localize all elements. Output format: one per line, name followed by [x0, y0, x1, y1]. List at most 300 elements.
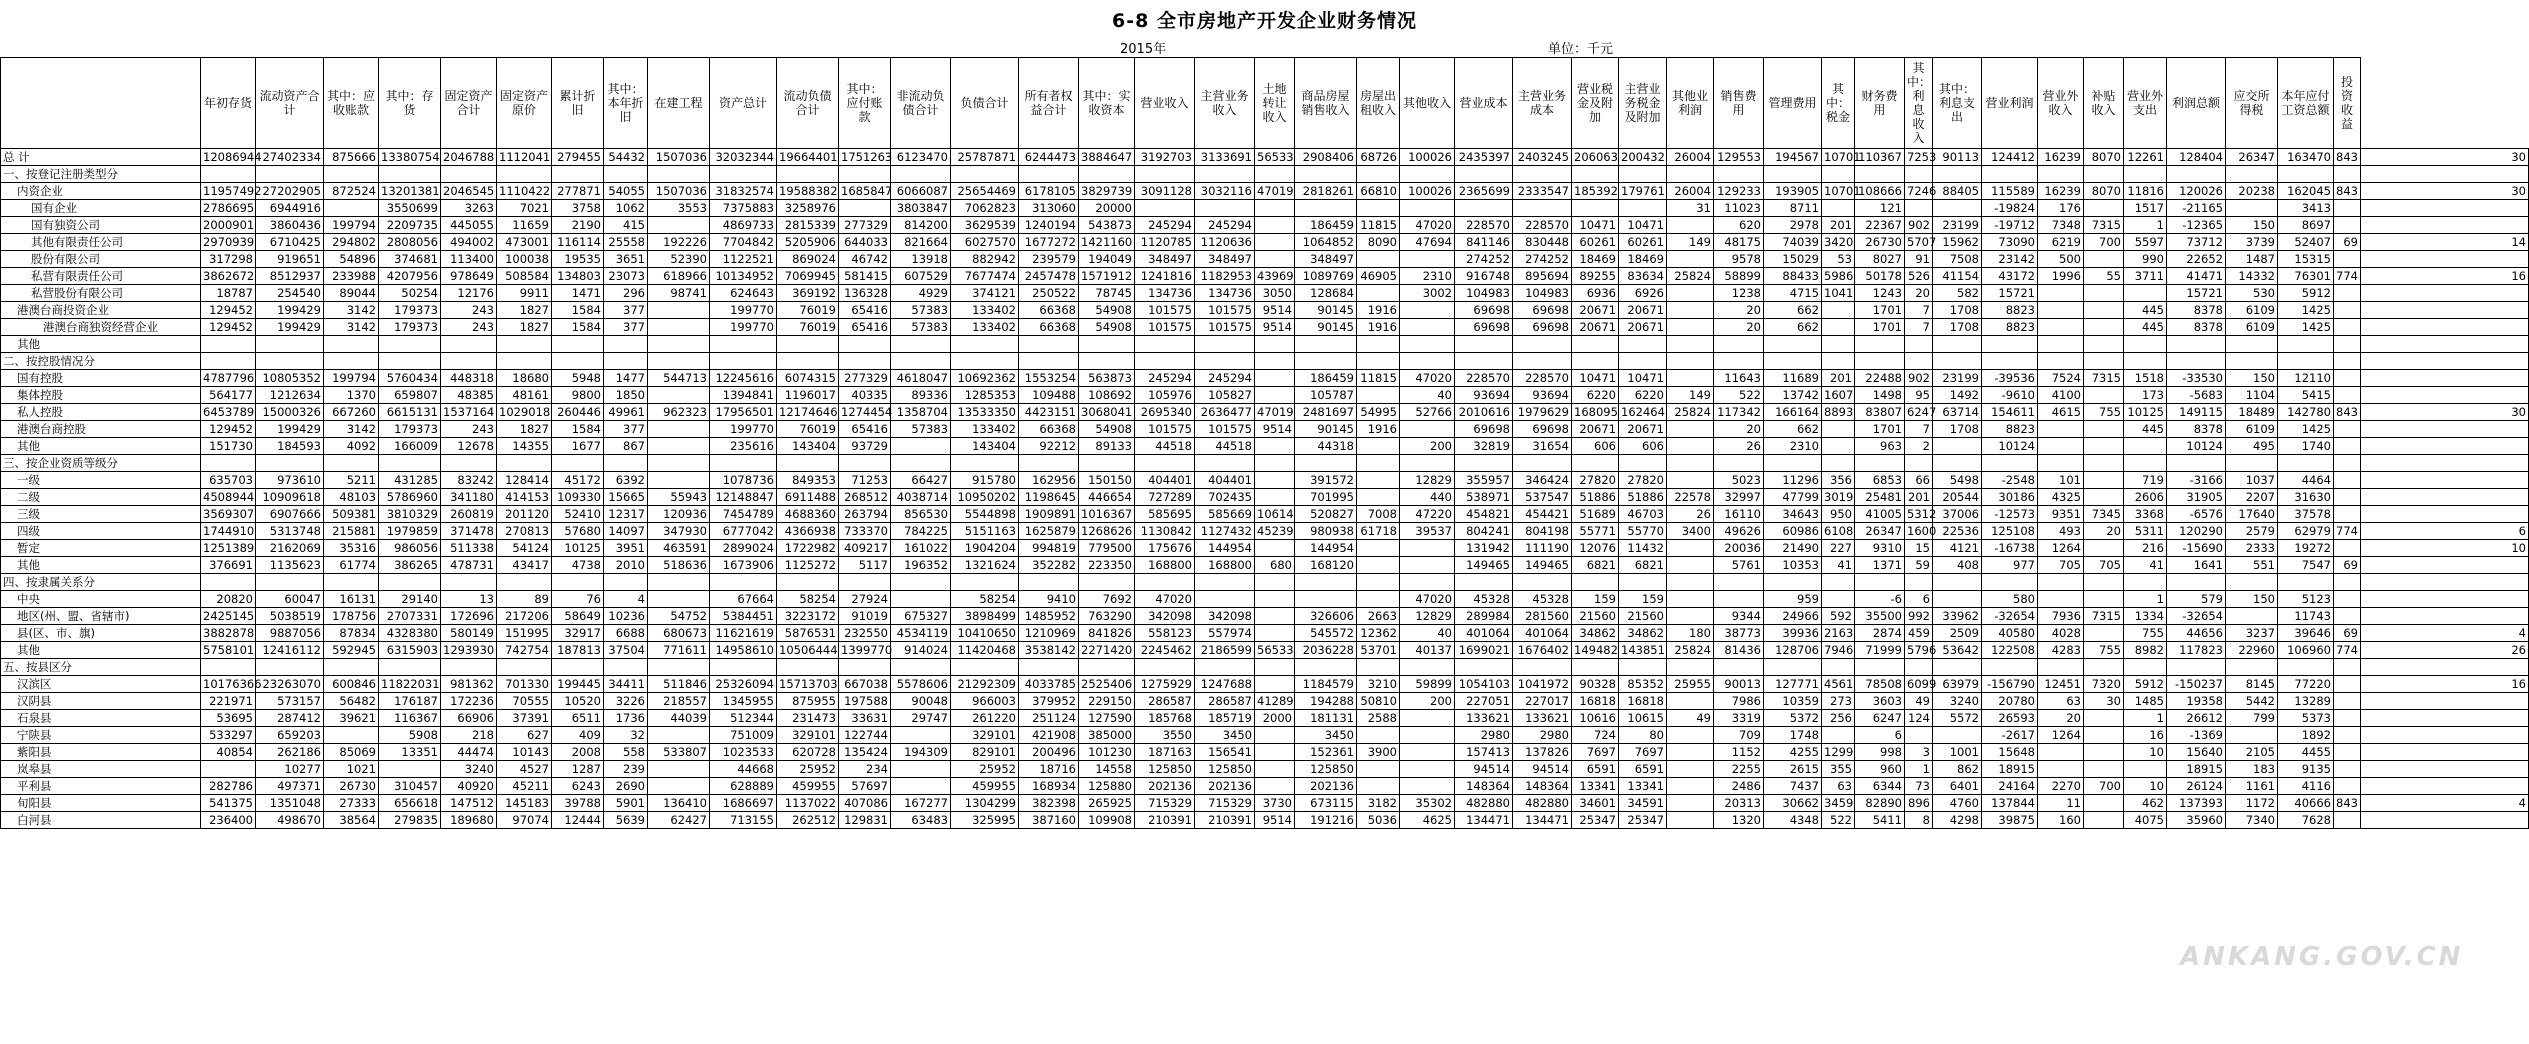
table-cell: [1195, 659, 1255, 676]
column-header: 其中：利息收入: [1905, 58, 1933, 149]
table-cell: 1041972: [1513, 676, 1572, 693]
table-cell: 1198645: [1019, 489, 1079, 506]
table-cell: 1996: [2038, 268, 2084, 285]
table-cell: 47694: [1400, 234, 1455, 251]
column-header: 主营业务收入: [1195, 58, 1255, 149]
table-cell: [1513, 336, 1572, 353]
table-row: [1, 693, 2529, 710]
table-row: [1, 302, 2529, 319]
table-cell: 121: [1855, 200, 1905, 217]
table-cell: 2333: [2226, 540, 2278, 557]
table-cell: 206063: [1572, 149, 1619, 166]
table-cell: 1089769: [1295, 268, 1357, 285]
table-cell: 10471: [1572, 217, 1619, 234]
table-cell: 719: [2124, 472, 2167, 489]
table-cell: 462: [2124, 795, 2167, 812]
table-cell: [2334, 574, 2361, 591]
table-cell: 286587: [1135, 693, 1195, 710]
table-cell: 168934: [1019, 778, 1079, 795]
table-cell: [1667, 438, 1714, 455]
table-cell: 5796: [1905, 642, 1933, 659]
table-cell: 11816: [2124, 183, 2167, 200]
table-cell: 391572: [1295, 472, 1357, 489]
table-cell: 109330: [552, 489, 604, 506]
table-cell: 7: [1905, 421, 1933, 438]
table-cell: 994819: [1019, 540, 1079, 557]
table-cell: 2000: [1255, 710, 1295, 727]
table-cell: [710, 336, 777, 353]
table-cell: [552, 166, 604, 183]
table-cell: 1268626: [1079, 523, 1135, 540]
table-cell: 89044: [324, 285, 379, 302]
table-cell: 228570: [1513, 370, 1572, 387]
table-cell: 19535: [552, 251, 604, 268]
table-cell: 352282: [1019, 557, 1079, 574]
table-cell: 5544898: [951, 506, 1019, 523]
table-cell: [1982, 659, 2038, 676]
table-cell: 5498: [1933, 472, 1982, 489]
table-cell: [648, 421, 710, 438]
table-cell: 2105: [2226, 744, 2278, 761]
table-cell: 74039: [1764, 234, 1822, 251]
table-cell: 1: [2124, 591, 2167, 608]
table-cell: 1161: [2226, 778, 2278, 795]
table-cell: [1255, 251, 1295, 268]
table-cell: 5901: [604, 795, 648, 812]
table-cell: 199429: [256, 302, 324, 319]
table-cell: 5211: [324, 472, 379, 489]
table-cell: 10: [2124, 778, 2167, 795]
table-cell: 223350: [1079, 557, 1135, 574]
table-cell: 7348: [2038, 217, 2084, 234]
table-cell: 2509: [1933, 625, 1982, 642]
table-cell: [256, 455, 324, 472]
table-cell: 15000326: [256, 404, 324, 421]
table-cell: 20544: [1933, 489, 1982, 506]
table-cell: 67664: [710, 591, 777, 608]
table-cell: [648, 455, 710, 472]
column-header: 投资收益: [2334, 58, 2361, 149]
table-cell: [1357, 659, 1400, 676]
row-label: 旬阳县: [1, 795, 201, 812]
table-cell: 81436: [1714, 642, 1764, 659]
table-cell: 4738: [552, 557, 604, 574]
table-cell: 313060: [1019, 200, 1079, 217]
table-cell: [1667, 166, 1714, 183]
table-cell: 1425: [2278, 319, 2334, 336]
table-cell: 6: [1905, 591, 1933, 608]
table-cell: [379, 574, 441, 591]
table-cell: [441, 353, 497, 370]
table-cell: [2084, 438, 2124, 455]
table-cell: [1667, 812, 1714, 829]
table-cell: [1619, 574, 1667, 591]
table-cell: 199794: [324, 370, 379, 387]
table-cell: 15648: [1982, 744, 2038, 761]
table-cell: 4366938: [777, 523, 839, 540]
column-header: 营业收入: [1135, 58, 1195, 149]
table-cell: 20820: [201, 591, 256, 608]
table-cell: 51689: [1572, 506, 1619, 523]
table-cell: 10359: [1764, 693, 1822, 710]
table-cell: 143851: [1619, 642, 1667, 659]
table-cell: 856530: [891, 506, 951, 523]
table-cell: 7253: [1905, 149, 1933, 166]
table-cell: 992: [1905, 608, 1933, 625]
table-cell: 6710425: [256, 234, 324, 251]
table-cell: 7: [1905, 319, 1933, 336]
table-row: [1, 795, 2529, 812]
table-cell: 199770: [710, 302, 777, 319]
table-cell: 1722982: [777, 540, 839, 557]
table-cell: [2084, 251, 2124, 268]
table-cell: 5023: [1714, 472, 1764, 489]
table-cell: [1619, 659, 1667, 676]
table-cell: 25787871: [951, 149, 1019, 166]
table-cell: 20: [1905, 285, 1933, 302]
table-cell: 1507036: [648, 183, 710, 200]
row-label: 其他: [1, 438, 201, 455]
table-cell: [1400, 778, 1455, 795]
table-cell: [1667, 693, 1714, 710]
table-cell: 127590: [1079, 710, 1135, 727]
table-cell: 47020: [1400, 591, 1455, 608]
table-cell: [2361, 217, 2529, 234]
row-label: 私营股份有限公司: [1, 285, 201, 302]
table-cell: -9610: [1982, 387, 2038, 404]
table-cell: 157413: [1455, 744, 1513, 761]
table-cell: 7345: [2084, 506, 2124, 523]
table-cell: 216: [2124, 540, 2167, 557]
table-cell: 8823: [1982, 319, 2038, 336]
table-cell: [1933, 166, 1982, 183]
table-cell: 25347: [1619, 812, 1667, 829]
table-cell: [1572, 574, 1619, 591]
table-cell: [891, 727, 951, 744]
table-cell: 4283: [2038, 642, 2084, 659]
table-cell: 25952: [951, 761, 1019, 778]
table-cell: 66: [1905, 472, 1933, 489]
table-cell: 875955: [777, 693, 839, 710]
table-cell: 4929: [891, 285, 951, 302]
table-cell: 635703: [201, 472, 256, 489]
table-cell: 509381: [324, 506, 379, 523]
table-cell: 101: [2038, 472, 2084, 489]
table-cell: 90328: [1572, 676, 1619, 693]
table-cell: -32654: [2167, 608, 2226, 625]
table-cell: 7008: [1357, 506, 1400, 523]
table-cell: 108666: [1855, 183, 1905, 200]
table-cell: 39537: [1400, 523, 1455, 540]
table-cell: 2403245: [1513, 149, 1572, 166]
column-header: 利润总额: [2167, 58, 2226, 149]
table-cell: 493: [2038, 523, 2084, 540]
table-cell: 279455: [552, 149, 604, 166]
table-cell: 54752: [648, 608, 710, 625]
table-cell: [1357, 727, 1400, 744]
table-cell: 5760434: [379, 370, 441, 387]
column-header: 非流动负债合计: [891, 58, 951, 149]
table-cell: 13201381: [379, 183, 441, 200]
table-cell: 1021: [324, 761, 379, 778]
table-cell: [1400, 353, 1455, 370]
table-cell: [1933, 574, 1982, 591]
table-cell: 1740: [2278, 438, 2334, 455]
table-cell: 41289: [1255, 693, 1295, 710]
table-cell: 774: [2334, 642, 2361, 659]
table-cell: [891, 761, 951, 778]
table-cell: [2361, 812, 2529, 829]
table-cell: 2615: [1764, 761, 1822, 778]
table-cell: [2084, 540, 2124, 557]
table-cell: 19664401: [777, 149, 839, 166]
table-cell: 48385: [441, 387, 497, 404]
table-cell: 3803847: [891, 200, 951, 217]
table-cell: [1195, 455, 1255, 472]
table-cell: [201, 336, 256, 353]
table-cell: 784225: [891, 523, 951, 540]
table-cell: 4561: [1822, 676, 1855, 693]
column-header: 固定资产原价: [497, 58, 552, 149]
table-cell: 59: [1905, 557, 1933, 574]
table-cell: 10143: [497, 744, 552, 761]
table-cell: 1251389: [201, 540, 256, 557]
table-cell: [1400, 744, 1455, 761]
table-cell: [2038, 353, 2084, 370]
table-cell: 2425145: [201, 608, 256, 625]
table-cell: 228570: [1455, 370, 1513, 387]
table-cell: 348497: [1135, 251, 1195, 268]
row-label: 岚皋县: [1, 761, 201, 778]
table-cell: 9410: [1019, 591, 1079, 608]
table-cell: 63714: [1933, 404, 1982, 421]
table-cell: 6220: [1619, 387, 1667, 404]
table-cell: 1584: [552, 319, 604, 336]
table-cell: 18915: [1982, 761, 2038, 778]
table-cell: 57697: [839, 778, 891, 795]
table-cell: 15640: [2167, 744, 2226, 761]
table-cell: 82890: [1855, 795, 1905, 812]
table-cell: 5117: [839, 557, 891, 574]
table-cell: 23073: [604, 268, 648, 285]
table-cell: -32654: [1982, 608, 2038, 625]
table-cell: [1822, 438, 1855, 455]
table-cell: [2084, 336, 2124, 353]
table-cell: 144954: [1195, 540, 1255, 557]
table-cell: 18680: [497, 370, 552, 387]
table-cell: 37504: [604, 642, 648, 659]
table-cell: 168800: [1195, 557, 1255, 574]
table-cell: 973610: [256, 472, 324, 489]
table-cell: [2334, 217, 2361, 234]
table-cell: 202136: [1295, 778, 1357, 795]
row-label: 宁陕县: [1, 727, 201, 744]
table-cell: [379, 455, 441, 472]
table-cell: 326606: [1295, 608, 1357, 625]
table-cell: [1855, 353, 1905, 370]
table-cell: 1677: [552, 438, 604, 455]
table-cell: 2010: [604, 557, 648, 574]
table-cell: 5372: [1764, 710, 1822, 727]
table-cell: 371478: [441, 523, 497, 540]
table-cell: [2361, 438, 2529, 455]
table-cell: [1400, 421, 1455, 438]
table-cell: [2167, 574, 2226, 591]
table-cell: 751009: [710, 727, 777, 744]
table-cell: [839, 336, 891, 353]
table-cell: 6109: [2226, 302, 2278, 319]
table-row: [1, 353, 2529, 370]
table-cell: 627: [497, 727, 552, 744]
table-cell: 56533: [1255, 149, 1295, 166]
table-cell: 149465: [1455, 557, 1513, 574]
table-cell: -2548: [1982, 472, 2038, 489]
table-cell: [1255, 234, 1295, 251]
table-cell: 1537164: [441, 404, 497, 421]
table-cell: [2038, 302, 2084, 319]
table-cell: 20671: [1619, 421, 1667, 438]
table-cell: 9514: [1255, 302, 1295, 319]
table-cell: 159: [1619, 591, 1667, 608]
table-cell: 33631: [839, 710, 891, 727]
table-cell: 232550: [839, 625, 891, 642]
table-cell: 3860436: [256, 217, 324, 234]
table-cell: 210391: [1195, 812, 1255, 829]
table-cell: [1667, 659, 1714, 676]
table-cell: [2278, 336, 2334, 353]
table-row: [1, 642, 2529, 659]
column-header: 营业成本: [1455, 58, 1513, 149]
table-cell: 54908: [1079, 421, 1135, 438]
table-cell: -156790: [1982, 676, 2038, 693]
table-cell: 236400: [201, 812, 256, 829]
table-cell: 4: [2361, 625, 2529, 642]
table-cell: 59899: [1400, 676, 1455, 693]
table-cell: 6099: [1905, 676, 1933, 693]
table-cell: -5683: [2167, 387, 2226, 404]
table-cell: 3450: [1195, 727, 1255, 744]
table-cell: [1357, 251, 1400, 268]
table-cell: [1400, 761, 1455, 778]
table-cell: 116367: [379, 710, 441, 727]
table-cell: 415: [604, 217, 648, 234]
table-cell: [1295, 591, 1357, 608]
table-cell: 7021: [497, 200, 552, 217]
table-cell: 1677272: [1019, 234, 1079, 251]
table-cell: 78745: [1079, 285, 1135, 302]
table-cell: 4625: [1400, 812, 1455, 829]
table-cell: [2334, 336, 2361, 353]
table-cell: 1037: [2226, 472, 2278, 489]
table-cell: [1357, 285, 1400, 302]
table-cell: 239579: [1019, 251, 1079, 268]
table-cell: [2361, 489, 2529, 506]
table-cell: 40854: [201, 744, 256, 761]
table-cell: 1240194: [1019, 217, 1079, 234]
table-cell: [1255, 744, 1295, 761]
table-cell: [1400, 727, 1455, 744]
table-cell: 227: [1822, 540, 1855, 557]
table-cell: 709: [1714, 727, 1764, 744]
table-cell: [552, 336, 604, 353]
table-cell: 1064852: [1295, 234, 1357, 251]
table-cell: 128706: [1764, 642, 1822, 659]
table-cell: 19588382: [777, 183, 839, 200]
column-header: 销售费用: [1714, 58, 1764, 149]
table-cell: 10950202: [951, 489, 1019, 506]
table-cell: 2695340: [1135, 404, 1195, 421]
table-cell: 40335: [839, 387, 891, 404]
table-cell: 100026: [1400, 149, 1455, 166]
table-cell: 22488: [1855, 370, 1905, 387]
table-cell: 221971: [201, 693, 256, 710]
table-cell: 7315: [2084, 217, 2124, 234]
table-cell: 69: [2334, 234, 2361, 251]
table-cell: 6907666: [256, 506, 324, 523]
table-cell: 3142: [324, 319, 379, 336]
table-cell: 30: [2361, 183, 2529, 200]
table-cell: 105976: [1135, 387, 1195, 404]
table-cell: [951, 659, 1019, 676]
table-cell: 52410: [552, 506, 604, 523]
table-cell: 15962: [1933, 234, 1982, 251]
table-cell: [2334, 761, 2361, 778]
table-cell: [2361, 251, 2529, 268]
table-cell: 47020: [1135, 591, 1195, 608]
table-cell: 11957492: [201, 183, 256, 200]
row-label: 四、按隶属关系分: [1, 574, 201, 591]
table-cell: 2190: [552, 217, 604, 234]
table-cell: 8378: [2167, 421, 2226, 438]
table-cell: [1667, 574, 1714, 591]
table-cell: 262512: [777, 812, 839, 829]
table-cell: [1357, 166, 1400, 183]
table-cell: 128684: [1295, 285, 1357, 302]
table-cell: 6247: [1905, 404, 1933, 421]
year-label: 2015年: [1120, 42, 1167, 57]
table-cell: 48161: [497, 387, 552, 404]
table-cell: 133402: [951, 319, 1019, 336]
table-cell: [1572, 455, 1619, 472]
table-cell: 7508: [1933, 251, 1982, 268]
table-cell: 27820: [1619, 472, 1667, 489]
table-cell: 7069945: [777, 268, 839, 285]
table-cell: 445: [2124, 302, 2167, 319]
table-cell: 60986: [1764, 523, 1822, 540]
table-cell: 558: [604, 744, 648, 761]
table-cell: [1357, 778, 1400, 795]
table-cell: 200: [1400, 693, 1455, 710]
table-cell: 7697: [1572, 744, 1619, 761]
column-header: 流动资产合计: [256, 58, 324, 149]
table-cell: 62427: [648, 812, 710, 829]
table-cell: 31654: [1513, 438, 1572, 455]
table-cell: 342098: [1135, 608, 1195, 625]
column-header: 其中：利息支出: [1933, 58, 1982, 149]
table-cell: 89255: [1572, 268, 1619, 285]
table-cell: 58254: [951, 591, 1019, 608]
row-label: 总 计: [1, 149, 201, 166]
table-cell: 14097: [604, 523, 648, 540]
table-cell: 804241: [1455, 523, 1513, 540]
table-cell: 1120785: [1135, 234, 1195, 251]
table-cell: [2334, 200, 2361, 217]
table-cell: 125850: [1135, 761, 1195, 778]
table-cell: 30: [2084, 693, 2124, 710]
table-cell: 1: [1905, 761, 1933, 778]
table-cell: [1255, 336, 1295, 353]
table-cell: [1572, 353, 1619, 370]
